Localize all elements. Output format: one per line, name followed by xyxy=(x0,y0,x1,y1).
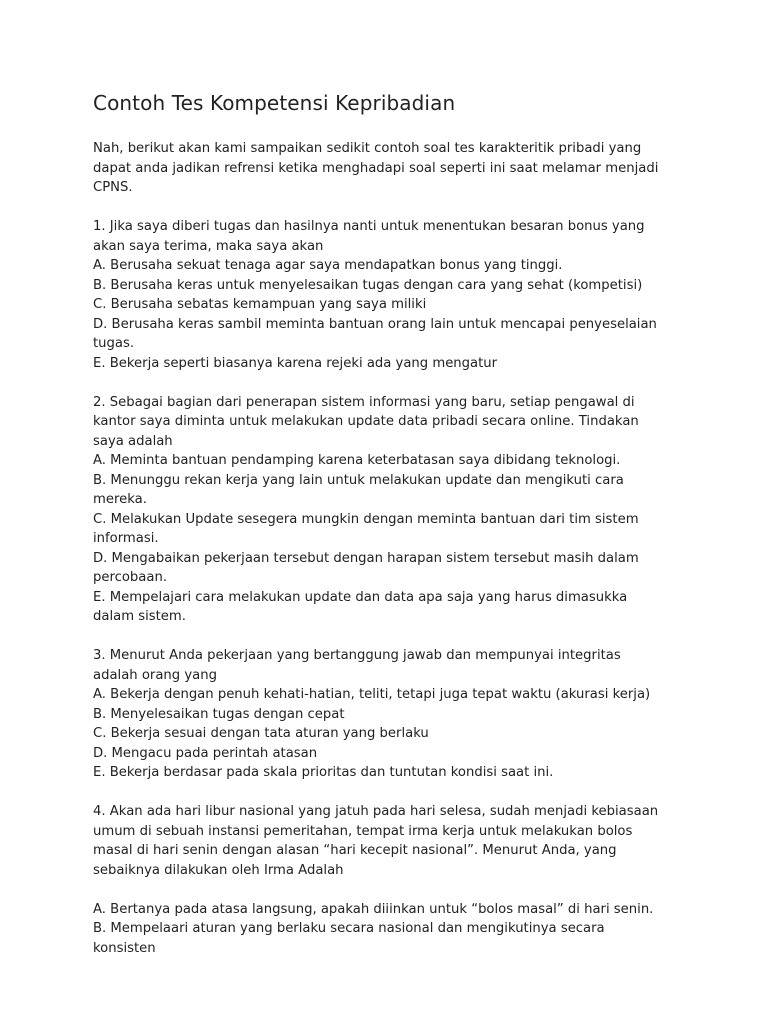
option-line: percobaan. xyxy=(93,570,168,585)
option-line: D. Mengacu pada perintah atasan xyxy=(93,745,318,761)
question-1 xyxy=(93,217,685,373)
question-4 xyxy=(93,802,685,880)
option-line: C. Melakukan Update sesegera mungkin dengan meminta bantuan dari tim sistem xyxy=(93,511,639,527)
text-line: adalah orang yang xyxy=(93,667,217,683)
option-line: B. Menunggu rekan kerja yang lain untuk melakukan update dan mengikuti cara xyxy=(93,472,624,488)
option-line: dalam sistem. xyxy=(93,609,186,624)
option-line: C. Bekerja sesuai dengan tata aturan yang berlaku xyxy=(93,726,429,741)
document-page xyxy=(93,89,685,958)
question-3 xyxy=(93,646,685,783)
page-title: Contoh Tes Kompetensi Kepribadian xyxy=(93,91,456,115)
option-line: E. Mempelajari cara melakukan update dan data apa saja yang harus dimasukka xyxy=(93,589,628,605)
option-line: D. Mengabaikan pekerjaan tersebut dengan harapan sistem tersebut masih dalam xyxy=(93,550,639,566)
option-line: A. Meminta bantuan pendamping karena keterbatasan saya dibidang teknologi. xyxy=(93,453,621,468)
option-line: B. Mempelaari aturan yang berlaku secara nasional dan mengikutinya secara xyxy=(93,921,605,936)
option-line: konsisten xyxy=(93,940,156,956)
text-line: 2. Sebagai bagian dari penerapan sistem informasi yang baru, setiap pengawal di xyxy=(93,394,635,410)
text-line: Nah, berikut akan kami sampaikan sedikit contoh soal tes karakteritik pribadi yang xyxy=(93,141,642,156)
option-line: E. Bekerja berdasar pada skala prioritas dan tuntutan kondisi saat ini. xyxy=(93,765,554,780)
text-line: kantor saya diminta untuk melakukan update data pribadi secara online. Tindakan xyxy=(93,414,639,429)
question-2 xyxy=(93,393,685,627)
text-line: umum di sebuah instansi pemeritahan, tempat irma kerja untuk melakukan bolos xyxy=(93,823,633,839)
option-line: B. Berusaha keras untuk menyelesaikan tugas dengan cara yang sehat (kompetisi) xyxy=(93,277,643,293)
text-line: saya adalah xyxy=(93,433,173,449)
text-line: CPNS. xyxy=(93,180,133,195)
option-line: A. Bekerja dengan penuh kehati-hatian, teliti, tetapi juga tepat waktu (akurasi kerja) xyxy=(93,687,651,702)
question-4-options xyxy=(93,900,685,959)
text-line: 3. Menurut Anda pekerjaan yang bertanggung jawab dan mempunyai integritas xyxy=(93,648,621,663)
option-line: C. Berusaha sebatas kemampuan yang saya miliki xyxy=(93,297,427,312)
text-line: akan saya terima, maka saya akan xyxy=(93,238,324,254)
option-line: informasi. xyxy=(93,531,159,546)
text-line: 1. Jika saya diberi tugas dan hasilnya nanti untuk menentukan besaran bonus yang xyxy=(93,219,645,234)
option-line: B. Menyelesaikan tugas dengan cepat xyxy=(93,706,345,722)
option-line: D. Berusaha keras sambil meminta bantuan orang lain untuk mencapai penyeselaian xyxy=(93,316,657,332)
option-line: tugas. xyxy=(93,336,135,351)
option-line: E. Bekerja seperti biasanya karena rejeki ada yang mengatur xyxy=(93,355,498,371)
text-line: sebaiknya dilakukan oleh Irma Adalah xyxy=(93,862,344,878)
option-line: mereka. xyxy=(93,492,147,507)
option-line: A. Bertanya pada atasa langsung, apakah diiinkan untuk “bolos masal” di hari senin. xyxy=(93,901,654,917)
text-line: 4. Akan ada hari libur nasional yang jatuh pada hari selesa, sudah menjadi kebiasaan xyxy=(93,804,659,819)
intro-paragraph xyxy=(93,139,685,198)
text-line: dapat anda jadikan refrensi ketika menghadapi soal seperti ini saat melamar menjadi xyxy=(93,160,659,176)
text-line: masal di hari senin dengan alasan “hari kecepit nasional”. Menurut Anda, yang xyxy=(93,843,617,858)
option-line: A. Berusaha sekuat tenaga agar saya mendapatkan bonus yang tinggi. xyxy=(93,258,563,273)
